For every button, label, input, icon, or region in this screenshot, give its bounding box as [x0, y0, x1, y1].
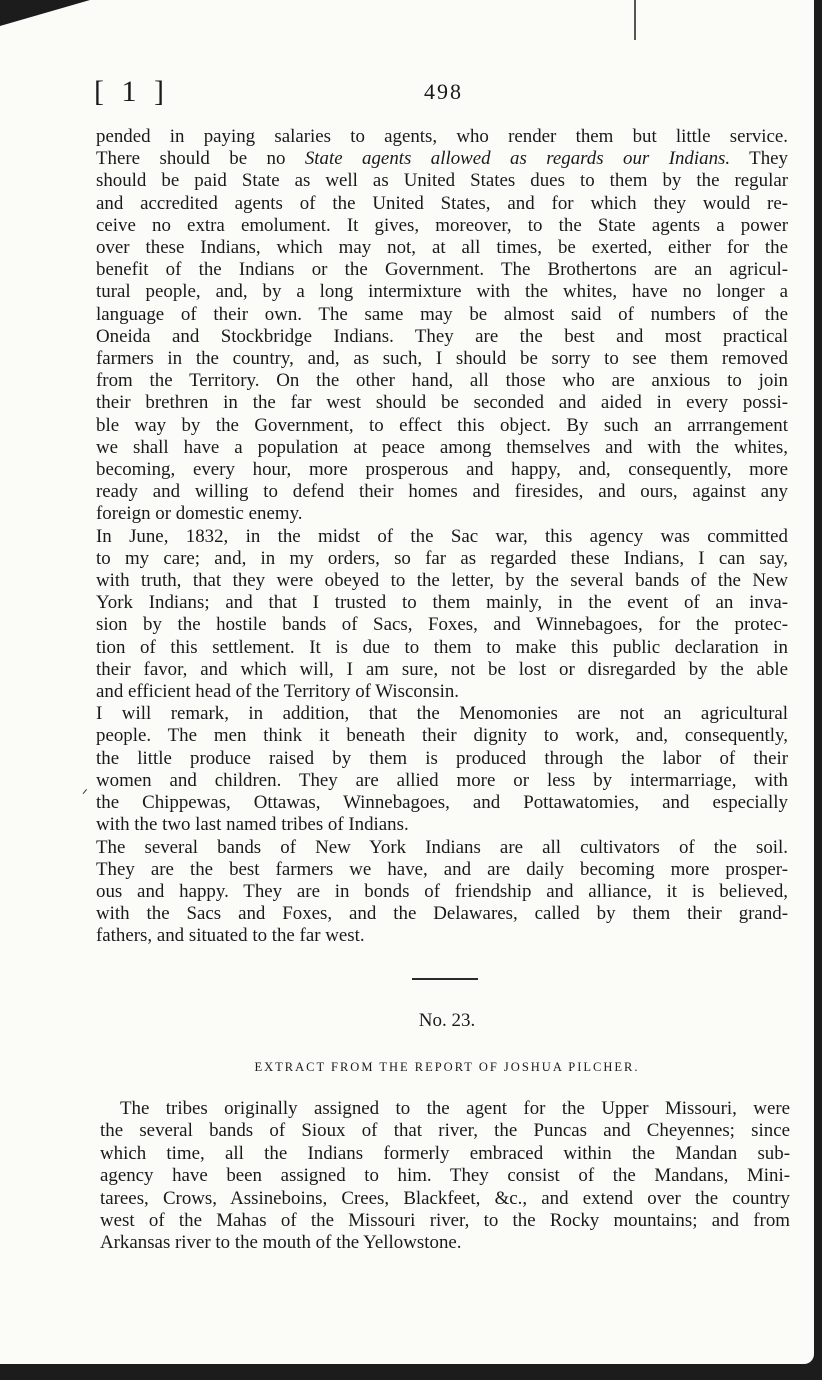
text-line: their favor, and which will, I am sure, not be lost or disregarded by the able: [96, 658, 788, 680]
text-line: I will remark, in addition, that the Menomonies are not an agricultural: [96, 703, 788, 725]
text-line: They are the best farmers we have, and are daily becoming more prosper-: [96, 858, 788, 880]
text-line: tural people, and, by a long intermixture with the whites, have no longer a: [96, 281, 788, 303]
text-line: the Chippewas, Ottawas, Winnebagoes, and Pottawatomies, and especially: [96, 792, 788, 814]
page-reference: [ 1 ]: [94, 75, 169, 108]
text-line: farmers in the country, and, as such, I should be sorry to see them removed: [96, 348, 788, 370]
paragraph-3: [96, 703, 788, 836]
text-line: tarees, Crows, Assineboins, Crees, Blackfeet, &c., and extend over the country: [100, 1187, 790, 1209]
text-line: women and children. They are allied more or less by intermarriage, with: [96, 769, 788, 791]
text-line: fathers, and situated to the far west.: [96, 925, 365, 947]
section-divider: [412, 978, 478, 980]
text-line: with truth, that they were obeyed to the letter, by the several bands of the New: [96, 570, 788, 592]
text-line: becoming, every hour, more prosperous and happy, and, consequently, more: [96, 459, 788, 481]
text-line: Oneida and Stockbridge Indians. They are the best and most practical: [96, 325, 788, 347]
text-line: ready and willing to defend their homes and firesides, and ours, against any: [96, 481, 788, 503]
text-line: There should be no State agents allowed as regards our Indians. They: [96, 148, 788, 170]
text-line: benefit of the Indians or the Government. The Brothertons are an agricul-: [96, 259, 788, 281]
paragraph-2: [96, 526, 788, 704]
text-line: The tribes originally assigned to the agent for the Upper Missouri, were: [120, 1098, 790, 1119]
text-line: to my care; and, in my orders, so far as regarded these Indians, I can say,: [96, 547, 788, 569]
body-text: [96, 126, 788, 948]
text-line: should be paid State as well as United States dues to them by the regular: [96, 170, 788, 192]
text-line: ble way by the Government, to effect this object. By such an arrrangement: [96, 414, 788, 436]
text-line: the little produce raised by them is produced through the labor of their: [96, 747, 788, 769]
text-line: and accredited agents of the United States, and for which they would re-: [96, 192, 788, 214]
text-line: In June, 1832, in the midst of the Sac war, this agency was committed: [96, 525, 788, 547]
text-line: which time, all the Indians formerly embraced within the Mandan sub-: [100, 1142, 790, 1164]
emphasis-text: State agents allowed as regards our Indians.: [304, 148, 731, 170]
text-line: people. The men think it beneath their dignity to work, and, consequently,: [96, 725, 788, 747]
margin-mark: ᐟ: [82, 788, 88, 803]
text-line: west of the Mahas of the Missouri river, to the Rocky mountains; and from: [100, 1210, 790, 1232]
text-line: with the two last named tribes of Indians.: [96, 814, 409, 836]
paragraph-4: [96, 837, 788, 948]
extract-text: [100, 1098, 790, 1255]
text-line: ceive no extra emolument. It gives, moreover, to the State agents a power: [96, 214, 788, 236]
text-line: their brethren in the far west should be seconded and aided in every possi-: [96, 392, 788, 414]
section-number: No. 23.: [418, 1010, 476, 1031]
torn-corner: [0, 0, 90, 26]
text-line: the several bands of Sioux of that river, the Puncas and Cheyennes; since: [100, 1120, 790, 1142]
text-line: sion by the hostile bands of Sacs, Foxes, and Winnebagoes, for the protec-: [96, 614, 788, 636]
text-line: tion of this settlement. It is due to them to make this public declaration in: [96, 636, 788, 658]
page-number: 498: [424, 79, 463, 104]
text-line: Arkansas river to the mouth of the Yellowstone.: [100, 1232, 462, 1254]
text-line: over these Indians, which may not, at all times, be exerted, either for the: [96, 237, 788, 259]
text-line: pended in paying salaries to agents, who render them but little service.: [96, 126, 788, 147]
text-line: and efficient head of the Territory of Wisconsin.: [96, 681, 460, 703]
text-line: The several bands of New York Indians are all cultivators of the soil.: [96, 836, 788, 858]
text-line: ous and happy. They are in bonds of friendship and alliance, it is believed,: [96, 880, 788, 902]
text-line: from the Territory. On the other hand, all those who are anxious to join: [96, 370, 788, 392]
paragraph-1: [96, 126, 788, 526]
text-line: agency have been assigned to him. They consist of the Mandans, Mini-: [100, 1165, 790, 1187]
extract-paragraph: [100, 1098, 790, 1255]
section-title: EXTRACT FROM THE REPORT OF JOSHUA PILCHER.: [254, 1060, 640, 1074]
text-line: with the Sacs and Foxes, and the Delawares, called by them their grand-: [96, 903, 788, 925]
page-header: [0, 74, 814, 110]
text-line: we shall have a population at peace among themselves and with the whites,: [96, 436, 788, 458]
text-line: language of their own. The same may be almost said of numbers of the: [96, 303, 788, 325]
text-line: York Indians; and that I trusted to them mainly, in the event of an inva-: [96, 592, 788, 614]
margin-line: [634, 0, 636, 40]
text-line: foreign or domestic enemy.: [96, 503, 303, 525]
